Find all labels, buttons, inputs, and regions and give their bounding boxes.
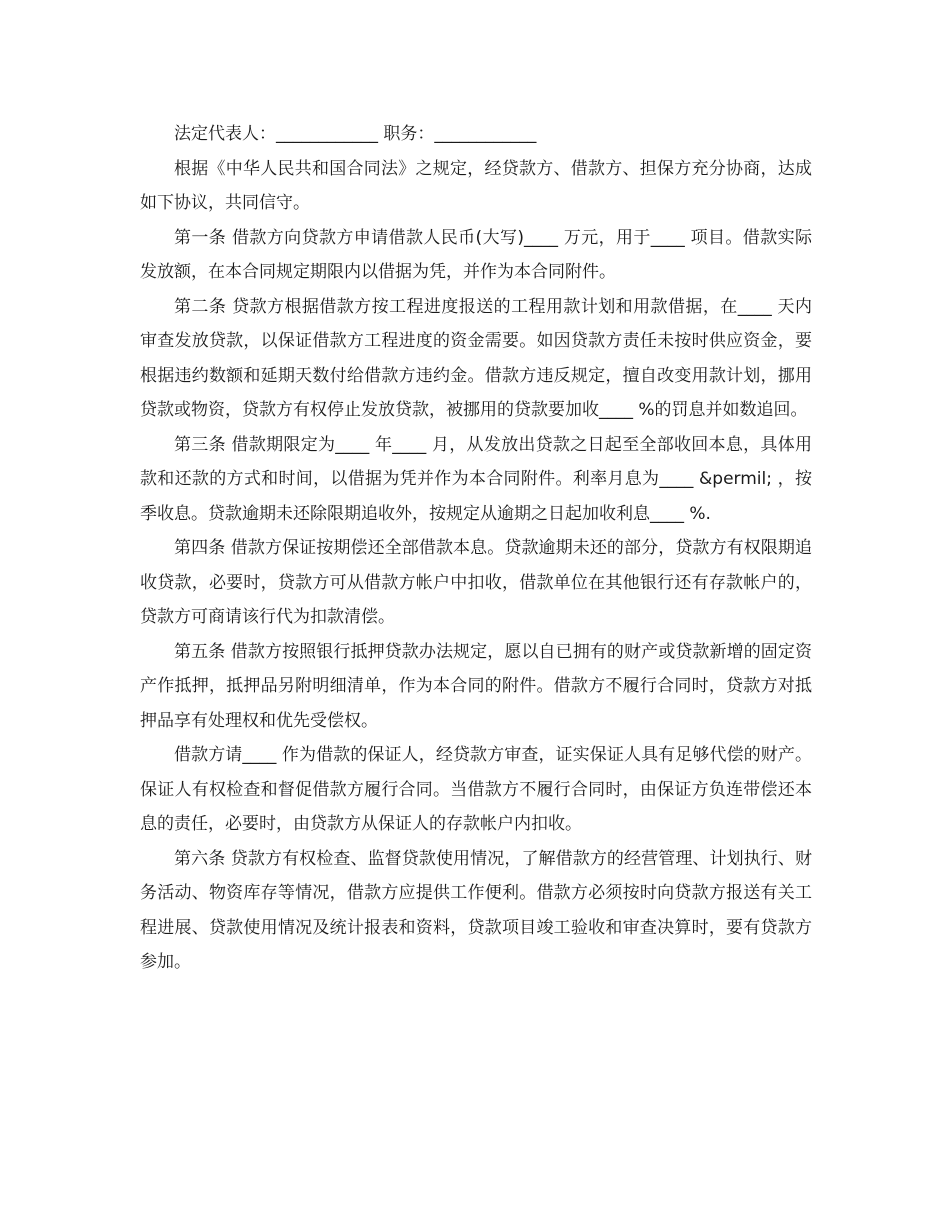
article-6-paragraph: 第六条 贷款方有权检查、监督贷款使用情况，了解借款方的经营管理、计划执行、财务活动、物资库存等情况，借款方应提供工作便利。借款方必须按时向贷款方报送有关工程进展、贷款使用情况及统计报表和资料，贷款项目竣工验收和审查决算时，要有贷款方参加。: [140, 848, 812, 972]
article-5-paragraph: 第五条 借款方按照银行抵押贷款办法规定，愿以自已拥有的财产或贷款新增的固定资产作抵押，抵押品另附明细清单，作为本合同的附件。借款方不履行合同时，贷款方对抵押品享有处理权和优先受偿权。: [140, 641, 812, 731]
representative-line: 法定代表人：____________ 职务：____________: [174, 124, 537, 144]
preamble-paragraph: 根据《中华人民共和国合同法》之规定，经贷款方、借款方、担保方充分协商，达成如下协议，共同信守。: [140, 158, 812, 213]
article-1-paragraph: 第一条 借款方向贷款方申请借款人民币(大写)____ 万元，用于____ 项目。借款实际发放额，在本合同规定期限内以借据为凭，并作为本合同附件。: [140, 227, 812, 282]
article-3-paragraph: 第三条 借款期限定为____ 年____ 月，从发放出贷款之日起至全部收回本息，具体用款和还款的方式和时间，以借据为凭并作为本合同附件。利率月息为____ &permil; ，按季收息。贷款逾期未还除限期追收外，按规定从逾期之日起加收利息____ %.: [140, 434, 812, 524]
guarantor-paragraph: 借款方请____ 作为借款的保证人，经贷款方审查，证实保证人具有足够代偿的财产。保证人有权检查和督促借款方履行合同。当借款方不履行合同时，由保证方负连带偿还本息的责任，必要时，由贷款方从保证人的存款帐户内扣收。: [140, 745, 812, 834]
article-4-paragraph: 第四条 借款方保证按期偿还全部借款本息。贷款逾期未还的部分，贷款方有权限期追收贷款，必要时，贷款方可从借款方帐户中扣收，借款单位在其他银行还有存款帐户的，贷款方可商请该行代为扣款清偿。: [140, 538, 812, 627]
document-body: [140, 117, 812, 980]
article-2-paragraph: 第二条 贷款方根据借款方按工程进度报送的工程用款计划和用款借据，在____ 天内审查发放贷款，以保证借款方工程进度的资金需要。如因贷款方责任未按时供应资金，要根据违约数额和延期天数付给借款方违约金。借款方违反规定，擅自改变用款计划，挪用贷款或物资，贷款方有权停止发放贷款，被挪用的贷款要加收____ %的罚息并如数追回。: [140, 296, 812, 420]
